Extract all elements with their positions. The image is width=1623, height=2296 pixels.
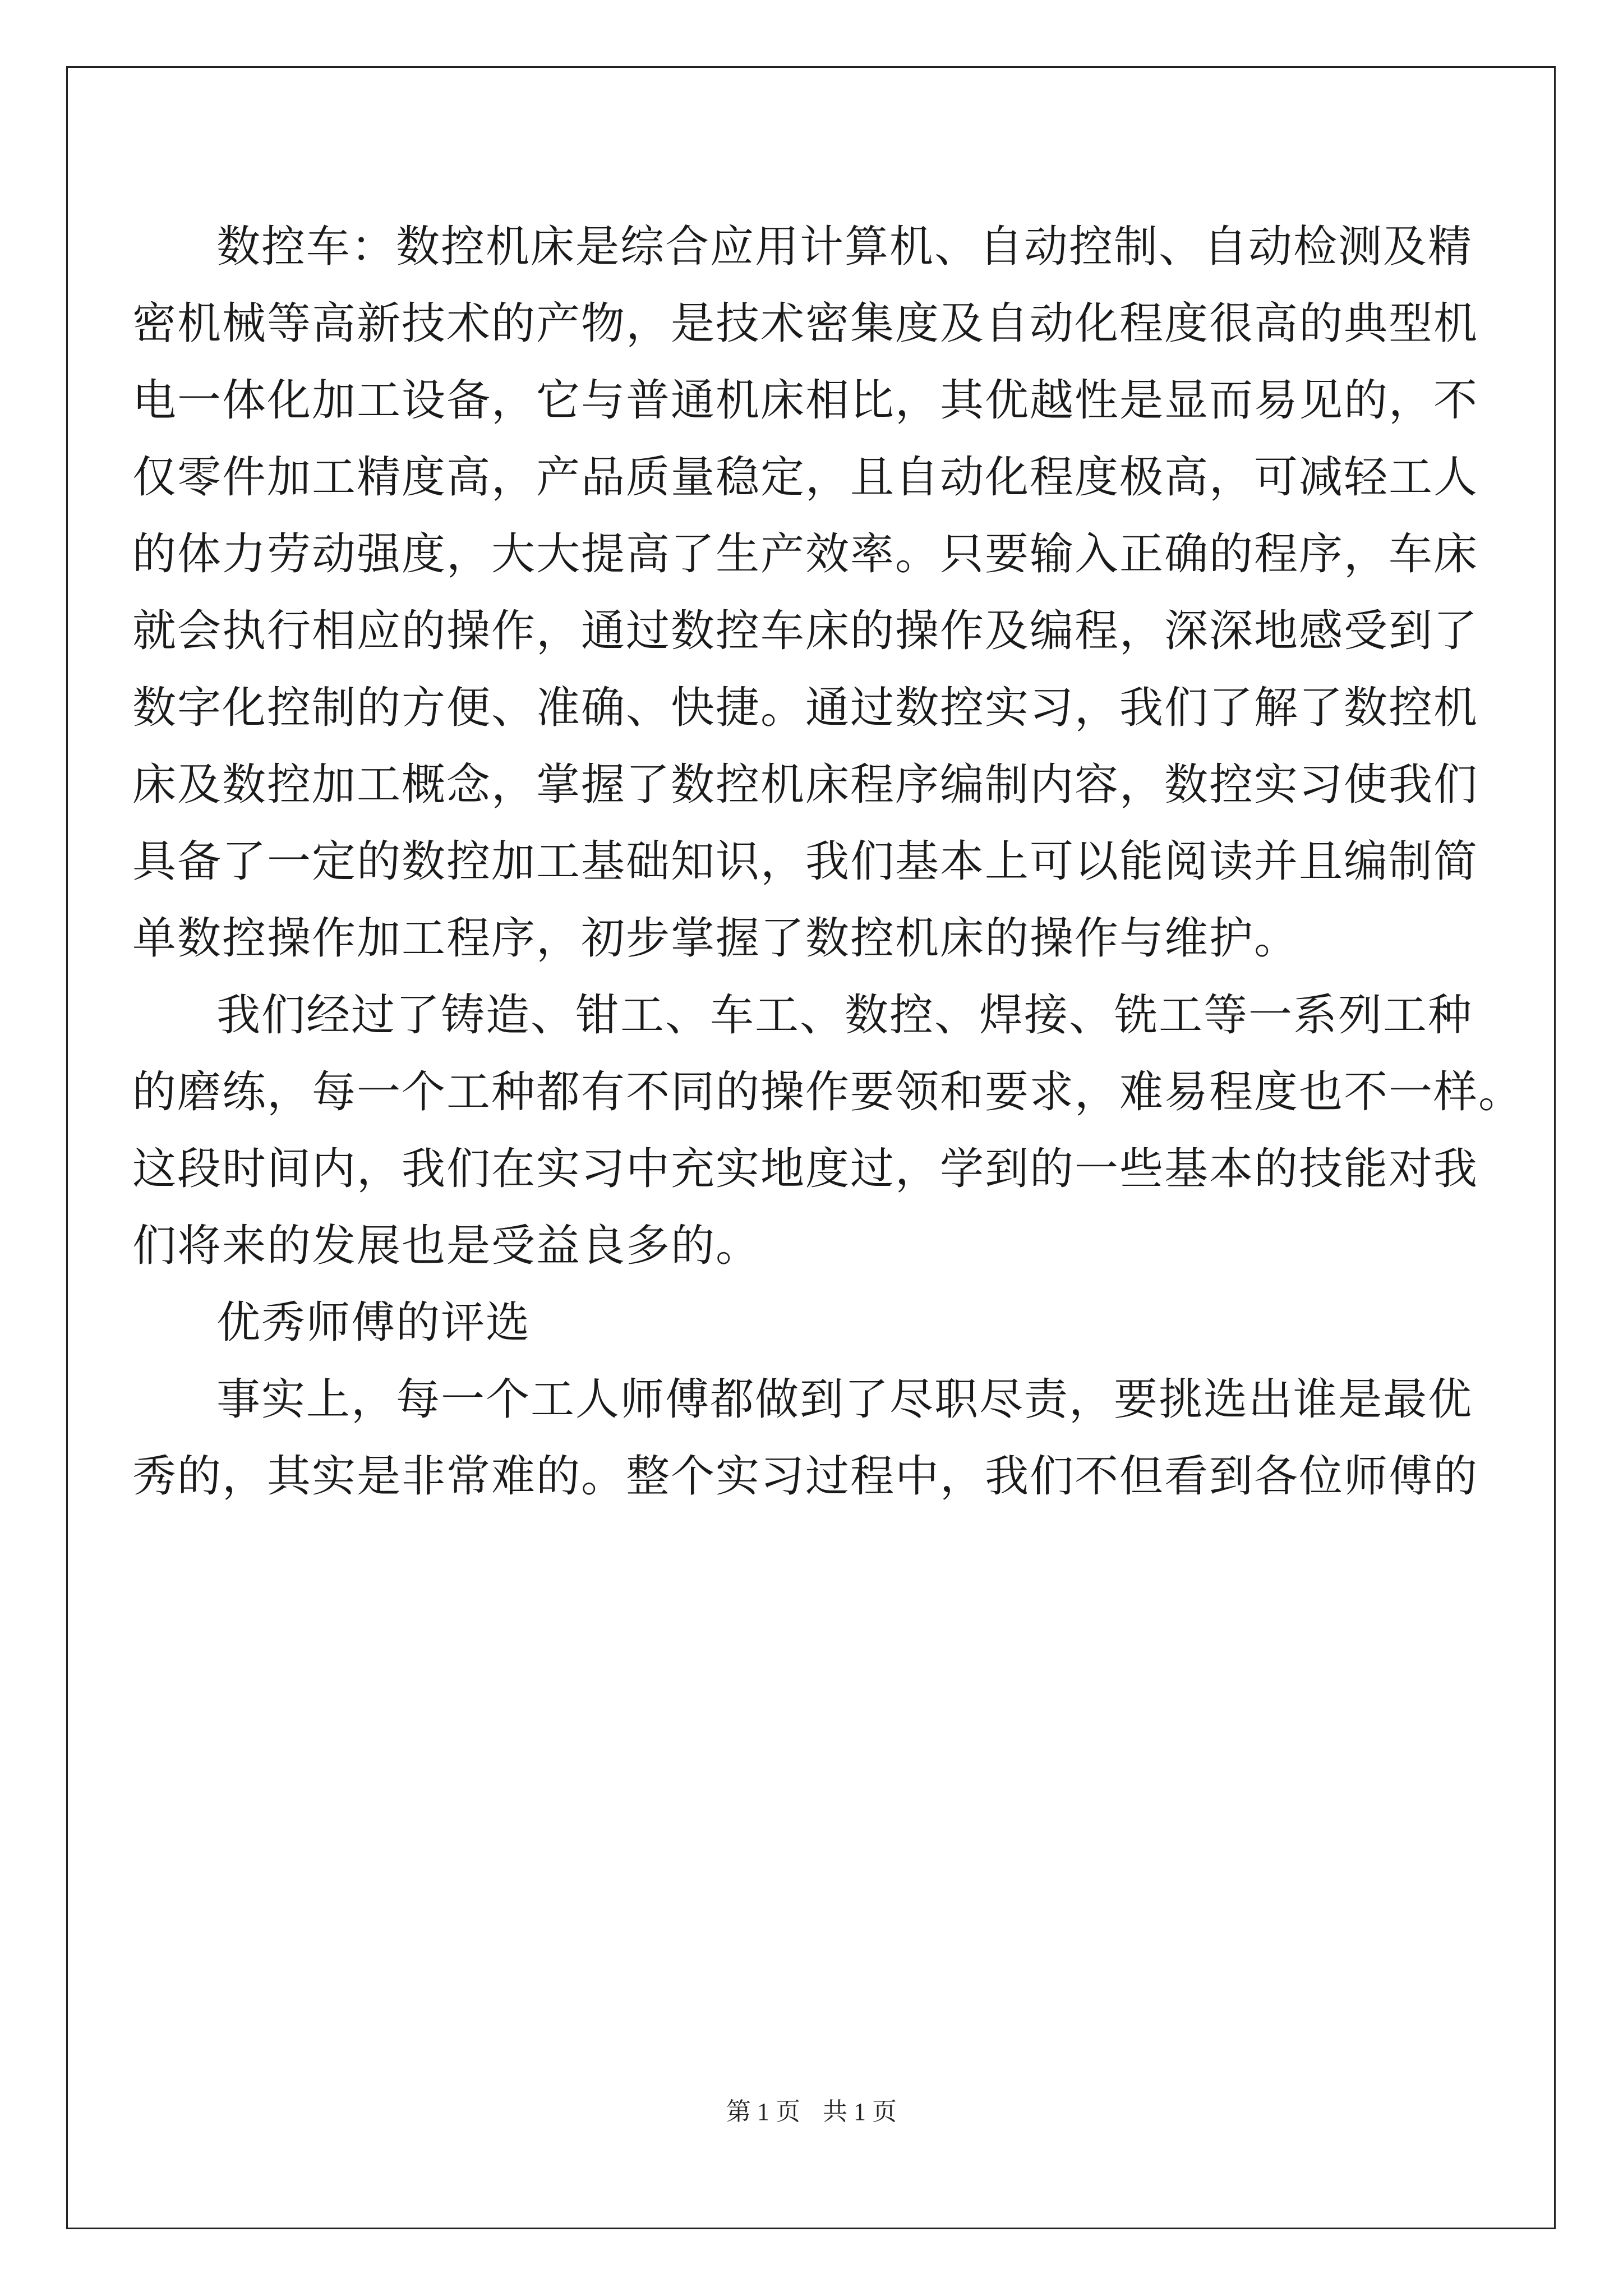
text-line: 仅零件加工精度高，产品质量稳定，且自动化程度极高，可减轻工人 bbox=[132, 452, 1479, 503]
section-heading: 优秀师傅的评选 bbox=[216, 1297, 531, 1348]
text-line: 我们经过了铸造、钳工、车工、数控、焊接、铣工等一系列工种 bbox=[216, 990, 1473, 1041]
text-line: 的体力劳动强度，大大提高了生产效率。只要输入正确的程序，车床 bbox=[132, 529, 1479, 579]
text-line: 的磨练，每一个工种都有不同的操作要领和要求，难易程度也不一样。 bbox=[132, 1067, 1524, 1117]
page-total: 共 1 页 bbox=[823, 2098, 897, 2125]
text-line: 密机械等高新技术的产物，是技术密集度及自动化程度很高的典型机 bbox=[132, 298, 1479, 349]
text-line: 数字化控制的方便、准确、快捷。通过数控实习，我们了解了数控机 bbox=[132, 683, 1479, 733]
page-footer bbox=[0, 2095, 1623, 2129]
text-line: 这段时间内，我们在实习中充实地度过，学到的一些基本的技能对我 bbox=[132, 1144, 1479, 1194]
text-line: 电一体化加工设备，它与普通机床相比，其优越性是显而易见的，不 bbox=[132, 375, 1479, 426]
text-line: 就会执行相应的操作，通过数控车床的操作及编程，深深地感受到了 bbox=[132, 606, 1479, 656]
text-line: 们将来的发展也是受益良多的。 bbox=[132, 1221, 761, 1271]
page-number: 第 1 页 bbox=[726, 2098, 800, 2125]
text-line: 单数控操作加工程序，初步掌握了数控机床的操作与维护。 bbox=[132, 913, 1299, 964]
text-line: 秀的，其实是非常难的。整个实习过程中，我们不但看到各位师傅的 bbox=[132, 1451, 1479, 1502]
text-line: 事实上，每一个工人师傅都做到了尽职尽责，要挑选出谁是最优 bbox=[216, 1374, 1473, 1425]
text-line: 具备了一定的数控加工基础知识，我们基本上可以能阅读并且编制简 bbox=[132, 836, 1479, 887]
text-line: 床及数控加工概念，掌握了数控机床程序编制内容，数控实习使我们 bbox=[132, 760, 1479, 810]
text-line: 数控车：数控机床是综合应用计算机、自动控制、自动检测及精 bbox=[216, 222, 1473, 272]
